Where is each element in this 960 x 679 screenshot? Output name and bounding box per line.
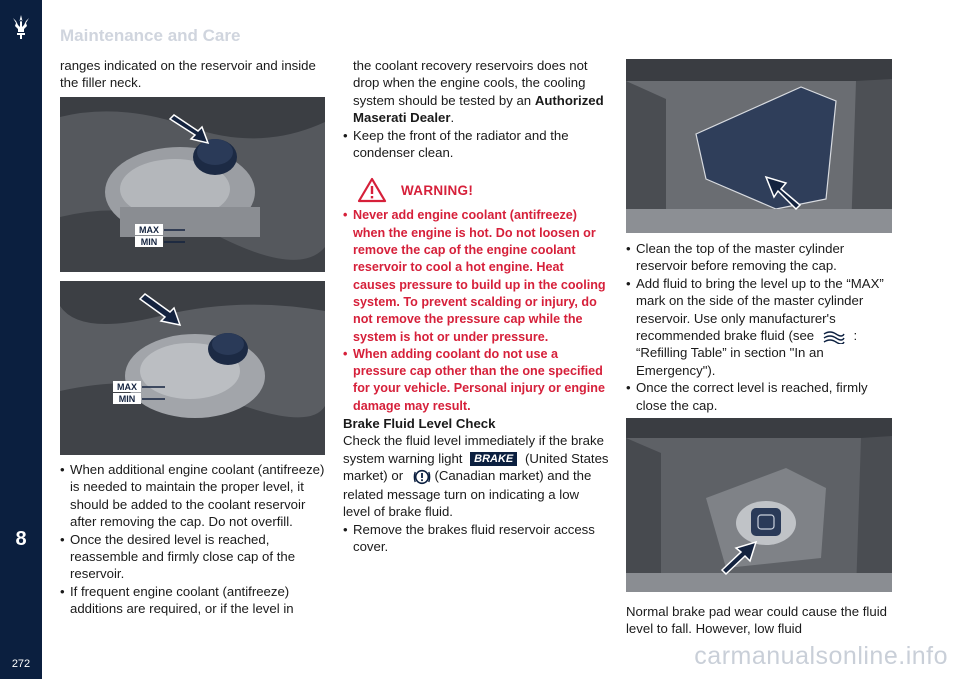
max-label: MAX [117, 382, 137, 392]
page-title: Maintenance and Care [60, 26, 241, 45]
intro-text: ranges indicated on the reservoir and inside the filler neck. [60, 58, 316, 91]
warning-item: • When adding coolant do not use a pressure cap other than the one specified for your vehicle. Personal injury or engine damage may result. [343, 346, 609, 415]
final-text: Normal brake pad wear could cause the fluid level to fall. However, low fluid [626, 604, 887, 637]
brake-warning-icon: BRAKE [470, 452, 517, 466]
warning-header [357, 177, 609, 203]
column-2 [343, 57, 609, 555]
list-item: • Remove the brakes fluid reservoir access cover. [343, 521, 609, 556]
continued-text: the coolant recovery reservoirs does not drop when the engine cools, the cooling system should be tested by an Authorized Maserati Dealer. [353, 58, 604, 126]
column-1 [60, 57, 325, 92]
brake-heading: Brake Fluid Level Check [343, 416, 496, 431]
list-item: • If frequent engine coolant (antifreeze) additions are required, or if the level in [60, 583, 325, 618]
page-number: 272 [11, 658, 31, 670]
warning-item: • Never add engine coolant (antifreeze) when the engine is hot. Do not loosen or remove the cap of the engine coolant reservoir to cool a hot engine. Heat causes pressure to build up in the cooling system. To prevent scalding or injury, do not remove the pressure cap while the system is hot or under pressure. [343, 207, 609, 345]
list-item: • Once the correct level is reached, firmly close the cap. [626, 379, 892, 414]
brake-reservoir-cover-photo [626, 59, 892, 233]
warning-list [343, 207, 609, 415]
list-item: • Clean the top of the master cylinder reservoir before removing the cap. [626, 240, 892, 275]
chapter-sidebar [0, 0, 42, 679]
maserati-trident-icon [9, 14, 33, 40]
dealer-name: Authorized Maserati Dealer [353, 92, 604, 126]
column-3 [626, 240, 892, 414]
watermark: carmanualsonline.info [694, 642, 948, 670]
max-label: MAX [139, 225, 159, 235]
list-item: • Once the desired level is reached, reassemble and firmly close cap of the reservoir. [60, 531, 325, 583]
warning-triangle-icon [357, 177, 387, 203]
column-3-final [626, 603, 892, 638]
brake-alert-icon [413, 468, 431, 486]
coolant-reservoir-photo-2 [60, 281, 325, 455]
coolant-reservoir-photo-1 [60, 97, 325, 272]
warning-title: WARNING! [401, 182, 474, 198]
min-label: MIN [140, 237, 158, 247]
list-item: • Keep the front of the radiator and the condenser clean. [343, 127, 609, 162]
column-1-bullets [60, 461, 325, 618]
brake-text: Check the fluid level immediately if the brake system warning light BRAKE (United States market) or (Canadian market) and the related message turn on indicating a low level of brake fluid. [343, 433, 609, 520]
chapter-number: 8 [15, 528, 27, 550]
refill-table-icon [822, 330, 846, 344]
brake-reservoir-cap-photo [626, 418, 892, 592]
list-item: • Add fluid to bring the level up to the “MAX” mark on the side of the master cylinder reservoir. Use only manufacturer's recommended brake fluid (see : “Refilling Table” in section "In an Emergency"). [626, 275, 892, 379]
list-item: • When additional engine coolant (antifreeze) is needed to maintain the proper level, it should be added to the coolant reservoir after removing the cap. Do not overfill. [60, 461, 325, 531]
min-label: MIN [118, 394, 136, 404]
